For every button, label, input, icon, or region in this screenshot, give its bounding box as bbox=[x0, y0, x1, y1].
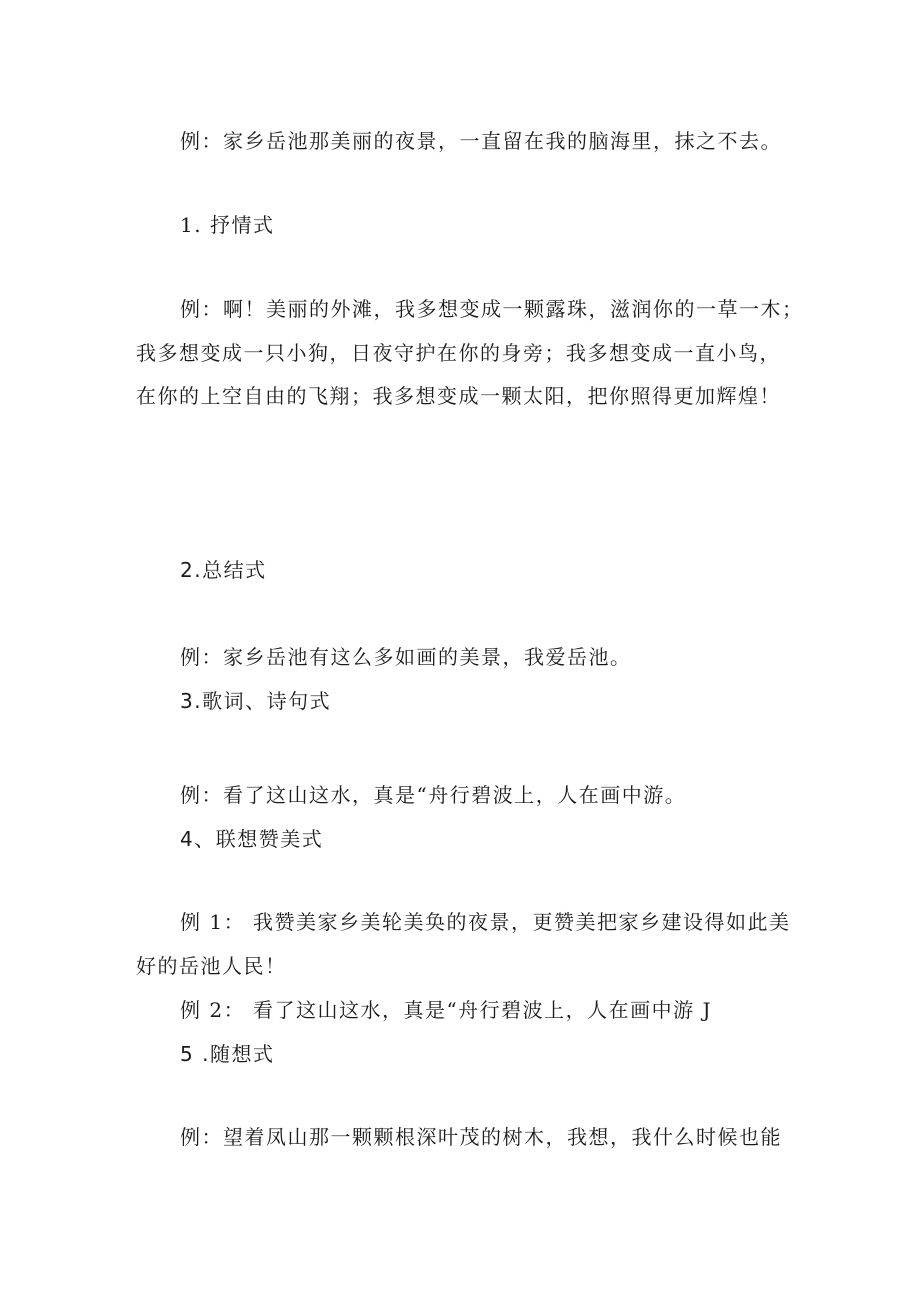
paragraph: 例：家乡岳池有这么多如画的美景，我爱岳池。 bbox=[180, 645, 632, 669]
paragraph-line: 例：啊！美丽的外滩，我多想变成一颗露珠，滋润你的一草一木； bbox=[180, 297, 804, 321]
paragraph-line: 我多想变成一只小狗，日夜守护在你的身旁；我多想变成一直小鸟， bbox=[136, 341, 781, 365]
section-heading: 3.歌词、诗句式 bbox=[180, 689, 332, 713]
paragraph: 例：家乡岳池那美丽的夜景，一直留在我的脑海里，抹之不去。 bbox=[180, 129, 782, 153]
paragraph: 例：望着凤山那一颗颗根深叶茂的树木，我想，我什么时候也能 bbox=[180, 1125, 782, 1149]
paragraph-line: 在你的上空自由的飞翔；我多想变成一颗太阳，把你照得更加辉煌！ bbox=[136, 384, 781, 408]
paragraph-line: 例 1： 我赞美家乡美轮美奂的夜景，更赞美把家乡建设得如此美 bbox=[180, 910, 791, 934]
section-heading: 1. 抒情式 bbox=[180, 213, 275, 237]
section-heading: 5 .随想式 bbox=[180, 1042, 275, 1066]
section-heading: 2.总结式 bbox=[180, 558, 267, 582]
paragraph: 例：看了这山这水，真是“舟行碧波上，人在画中游。 bbox=[180, 783, 687, 807]
section-heading: 4、联想赞美式 bbox=[180, 827, 324, 851]
paragraph-line: 好的岳池人民！ bbox=[136, 954, 287, 978]
paragraph: 例 2： 看了这山这水，真是“舟行碧波上，人在画中游 J bbox=[180, 998, 713, 1022]
